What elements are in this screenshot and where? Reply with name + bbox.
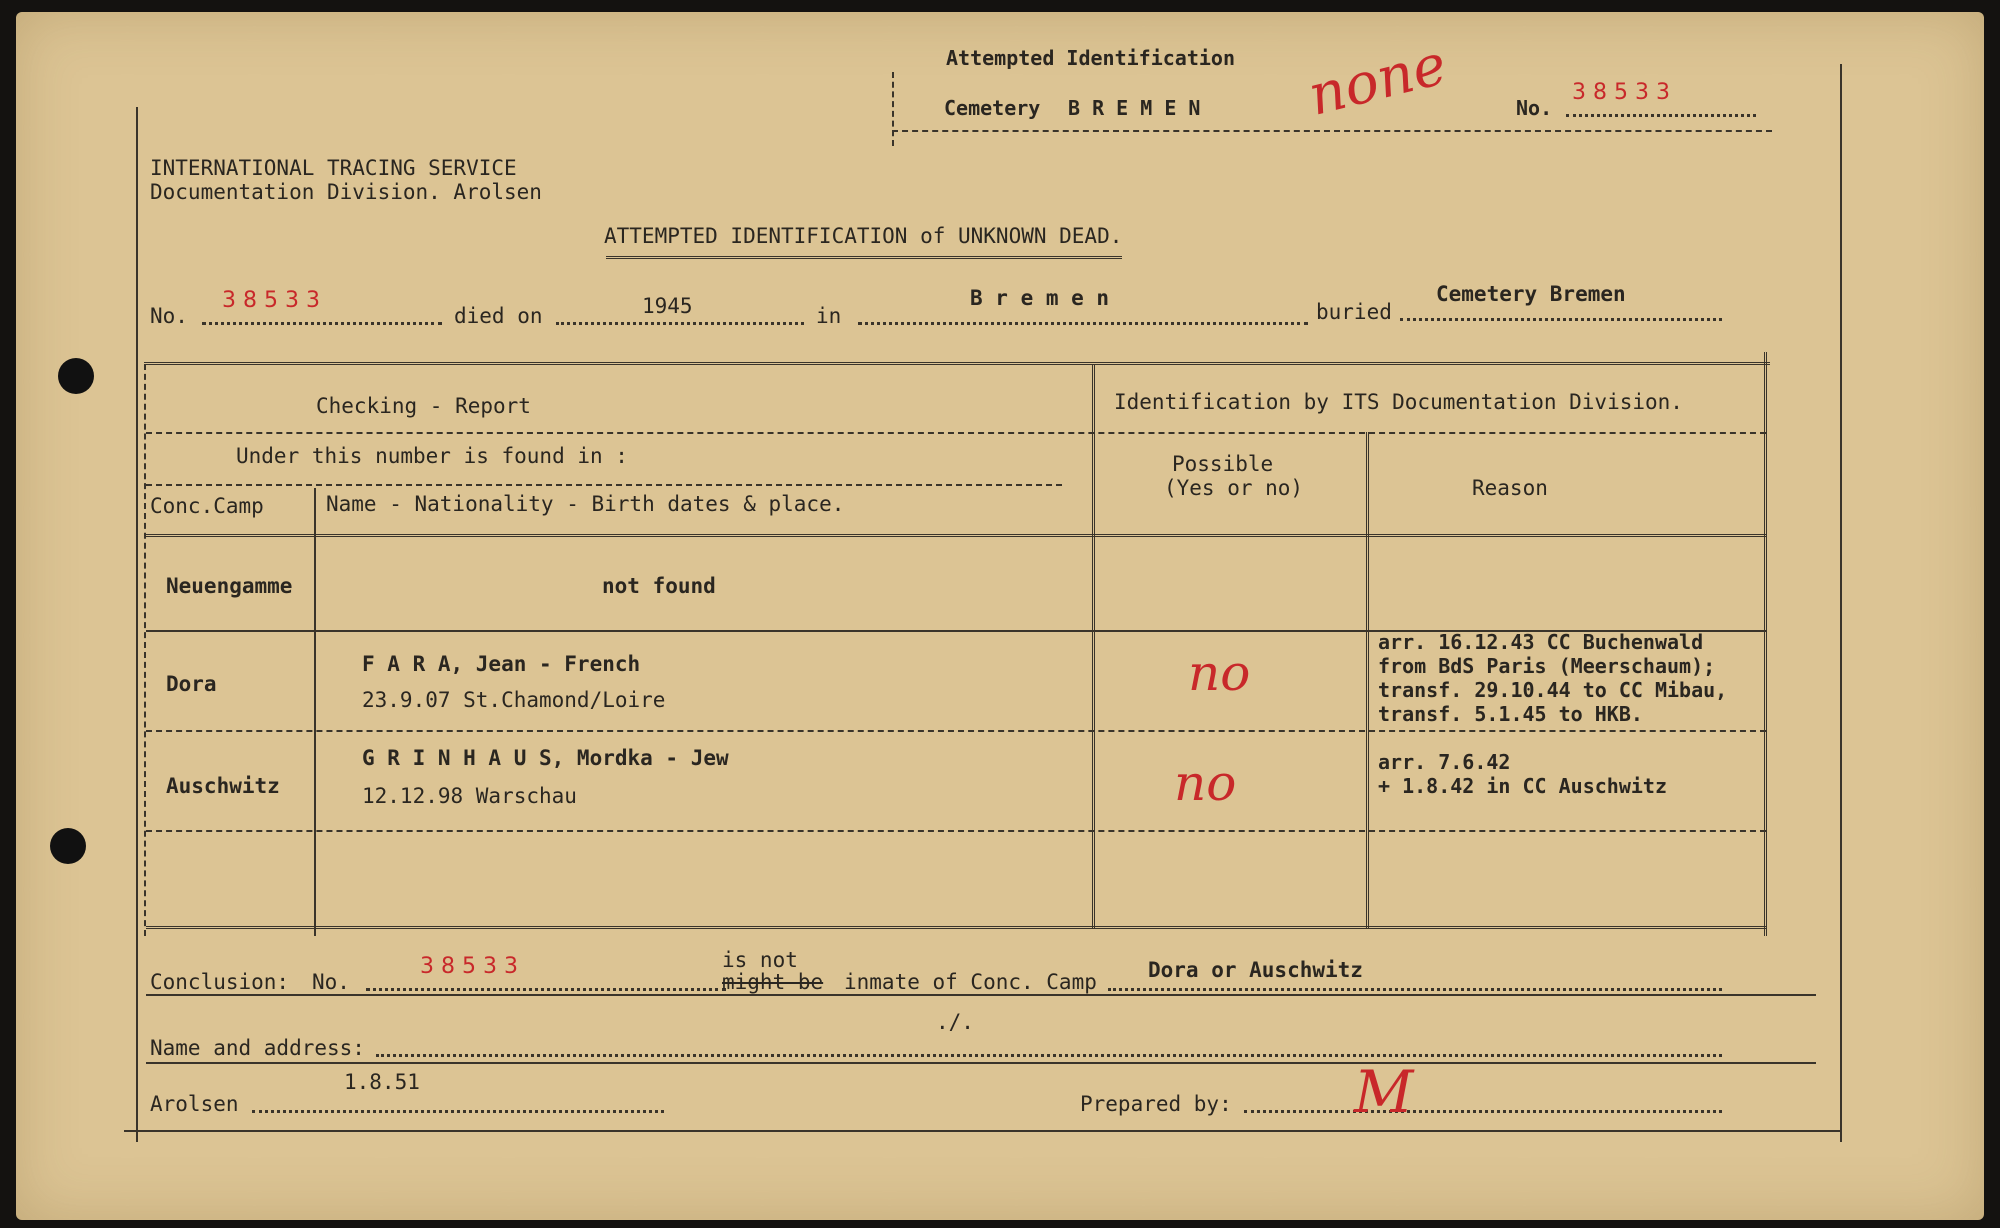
- conclusion-no-label: No.: [312, 970, 350, 994]
- record-no-dots: [202, 322, 442, 325]
- under-number-text: Under this number is found in :: [236, 444, 628, 468]
- conclusion-camp-value: Dora or Auschwitz: [1148, 958, 1363, 982]
- table-right-line: [1764, 352, 1767, 936]
- form-title-underline: [606, 256, 1122, 259]
- record-buried-dots: [1400, 318, 1722, 321]
- table-top-line: [144, 362, 1770, 365]
- row-reason-line-2: + 1.8.42 in CC Auschwitz: [1378, 774, 1667, 798]
- column-possible-header-2: (Yes or no): [1164, 476, 1304, 500]
- frame-right-line: [1840, 64, 1842, 1142]
- row-camp: Dora: [166, 672, 217, 696]
- record-died-dots: [556, 322, 804, 325]
- record-in-label: in: [816, 304, 842, 328]
- conclusion-is-not: is not: [722, 948, 798, 972]
- frame-left-line: [136, 107, 138, 1142]
- row-name-line-1: not found: [602, 574, 716, 598]
- conclusion-might-be: might be: [722, 970, 824, 994]
- name-address-dots: [376, 1054, 1722, 1057]
- prepared-by-initial: M: [1354, 1058, 1414, 1126]
- table-divider-main: [1092, 364, 1095, 928]
- institution-line-1: INTERNATIONAL TRACING SERVICE: [150, 156, 517, 180]
- index-card: [16, 12, 1984, 1220]
- record-no-label: No.: [150, 304, 188, 328]
- header-box-bottom: [892, 130, 1772, 132]
- conclusion-separator: [146, 994, 1816, 996]
- table-line-row2: [146, 730, 1766, 732]
- row-reason-line-1: arr. 16.12.43 CC Buchenwald: [1378, 630, 1704, 654]
- column-name-header: Name - Nationality - Birth dates & place.: [326, 492, 845, 516]
- header-cemetery-label: Cemetery: [944, 96, 1041, 120]
- row-reason-line-1: arr. 7.6.42: [1378, 750, 1511, 774]
- table-left-line: [144, 364, 146, 936]
- institution-line-2: Documentation Division. Arolsen: [150, 180, 542, 204]
- checking-report-heading: Checking - Report: [316, 394, 531, 418]
- table-divider-camp: [314, 488, 316, 936]
- row-name-line-2: 12.12.98 Warschau: [362, 784, 577, 808]
- table-line-header-bottom: [146, 534, 1766, 537]
- row-camp: Neuengamme: [166, 574, 293, 598]
- record-in-dots: [858, 322, 1308, 325]
- identification-heading: Identification by ITS Documentation Division.: [1114, 390, 1683, 414]
- header-no-dots: [1566, 114, 1756, 117]
- row-possible: no: [1188, 644, 1251, 702]
- row-reason-line-3: transf. 29.10.44 to CC Mibau,: [1378, 678, 1728, 702]
- header-no-value: 3 8 5 3 3: [1572, 80, 1670, 105]
- table-divider-reason: [1366, 432, 1369, 928]
- row-reason-line-2: from BdS Paris (Meerschaum);: [1378, 654, 1716, 678]
- table-line-under-number: [146, 484, 1062, 486]
- footer-date: 1.8.51: [344, 1070, 420, 1094]
- conclusion-no-dots: [366, 988, 726, 991]
- row-possible: no: [1174, 754, 1237, 812]
- form-title: ATTEMPTED IDENTIFICATION of UNKNOWN DEAD.: [604, 224, 1123, 248]
- arolsen-label: Arolsen: [150, 1092, 239, 1116]
- table-line-row3: [146, 830, 1766, 832]
- column-possible-header-1: Possible: [1172, 452, 1274, 476]
- conclusion-label: Conclusion:: [150, 970, 290, 994]
- arolsen-dots: [252, 1110, 664, 1113]
- column-reason-header: Reason: [1472, 476, 1548, 500]
- punch-hole-top: [58, 358, 94, 394]
- conclusion-camp-dots: [1108, 988, 1722, 991]
- row-reason-line-4: transf. 5.1.45 to HKB.: [1378, 702, 1643, 726]
- record-no-value: 3 8 5 3 3: [222, 288, 320, 313]
- name-address-underline: [146, 1062, 1816, 1064]
- row-name-line-1: F A R A, Jean - French: [362, 652, 641, 676]
- conclusion-inmate-text: inmate of Conc. Camp: [844, 970, 1097, 994]
- table-bottom-line: [146, 926, 1766, 929]
- header-box-left: [892, 72, 894, 146]
- header-cemetery-value: B R E M E N: [1068, 96, 1201, 120]
- header-no-label: No.: [1516, 96, 1553, 120]
- continuation-mark: ./.: [936, 1010, 974, 1034]
- record-died-label: died on: [454, 304, 543, 328]
- prepared-by-dots: [1244, 1110, 1722, 1113]
- record-died-value: 1945: [642, 294, 693, 318]
- column-camp-header: Conc.Camp: [150, 494, 264, 518]
- punch-hole-bottom: [50, 828, 86, 864]
- header-title: Attempted Identification: [946, 46, 1235, 70]
- conclusion-no-value: 3 8 5 3 3: [420, 954, 518, 979]
- record-buried-label: buried: [1316, 300, 1392, 324]
- record-buried-value: Cemetery Bremen: [1436, 282, 1626, 306]
- table-line-section: [146, 432, 1766, 434]
- frame-bottom-line: [124, 1130, 1842, 1132]
- prepared-by-label: Prepared by:: [1080, 1092, 1232, 1116]
- row-name-line-2: 23.9.07 St.Chamond/Loire: [362, 688, 666, 712]
- row-name-line-1: G R I N H A U S, Mordka - Jew: [362, 746, 729, 770]
- name-address-label: Name and address:: [150, 1036, 365, 1060]
- header-annotation: none: [1302, 32, 1453, 129]
- record-in-value: B r e m e n: [970, 286, 1110, 310]
- row-camp: Auschwitz: [166, 774, 280, 798]
